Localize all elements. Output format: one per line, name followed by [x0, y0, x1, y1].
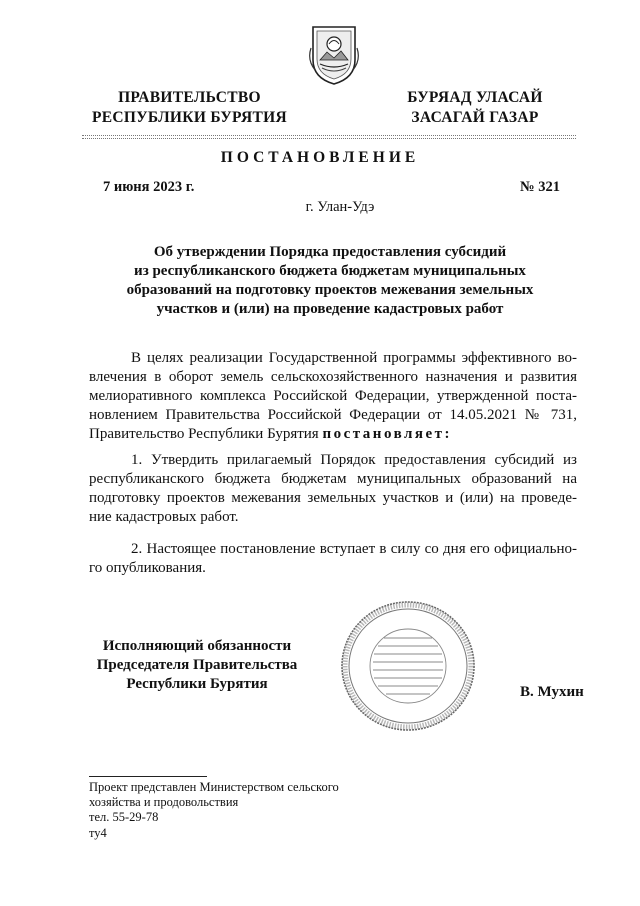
coat-of-arms-icon: [309, 24, 359, 86]
signatory-line: Председателя Правительства: [96, 657, 298, 673]
paragraph-line: 2. Настоящее постановление вступает в силу со дня его официально-: [131, 541, 577, 557]
footnote: [89, 780, 339, 825]
footnote-phone: тел. 55-29-78: [89, 810, 159, 824]
signatory-title: [62, 637, 332, 694]
signatory-line: Исполняющий обязанности: [102, 638, 292, 654]
header-divider-top: [82, 135, 576, 136]
issuer-buryat-line-2: ЗАСАГАЙ ГАЗАР: [411, 109, 539, 126]
issuer-name-russian: [82, 88, 297, 128]
paragraph-line: мелиоративного комплекса Российской Федерации, утвержденной поста-: [89, 388, 577, 404]
paragraph-line: новлением Правительства Российской Федерации от 14.05.2021 № 731,: [89, 407, 577, 423]
paragraph-line: подготовку проектов межевания земельных участков и (или) на проведе-: [89, 490, 577, 506]
resolving-body: Правительство Республики Бурятия: [89, 426, 319, 442]
footnote-line: Проект представлен Министерством сельского: [89, 780, 339, 794]
paragraph-line: ние кадастровых работ.: [89, 509, 239, 525]
subject-line: участков и (или) на проведение кадастровых работ: [156, 301, 504, 317]
signatory-name: В. Мухин: [520, 684, 584, 700]
footnote-divider: [89, 776, 207, 777]
resolves-keyword: постановляет:: [322, 426, 453, 442]
document-subject: [0, 243, 640, 319]
document-date: 7 июня 2023 г.: [103, 179, 195, 195]
paragraph-line: В целях реализации Государственной программы эффективного во-: [131, 350, 577, 366]
footnote-line: хозяйства и продовольствия: [89, 795, 239, 809]
document-code: ту4: [89, 826, 107, 840]
issuer-line-2: РЕСПУБЛИКИ БУРЯТИЯ: [91, 109, 288, 126]
paragraph-preamble: [89, 349, 577, 444]
header-divider-bottom: [82, 138, 576, 139]
paragraph-line: республиканского бюджета бюджетам муниципальных образований на: [89, 471, 577, 487]
subject-line: из республиканского бюджета бюджетам муниципальных: [134, 263, 526, 279]
paragraph-line: го опубликования.: [89, 560, 206, 576]
document-number: № 321: [520, 179, 560, 195]
issuer-name-buryat: [390, 88, 560, 128]
signatory-line: Республики Бурятия: [126, 676, 268, 692]
paragraph-line: 1. Утвердить прилагаемый Порядок предоставления субсидий из: [131, 452, 577, 468]
document-title: ПОСТАНОВЛЕНИЕ: [220, 149, 420, 166]
issuer-line-1: ПРАВИТЕЛЬСТВО: [118, 89, 261, 106]
document-city: г. Улан-Удэ: [305, 199, 375, 215]
issuer-buryat-line-1: БУРЯАД УЛАСАЙ: [407, 89, 543, 106]
subject-line: Об утверждении Порядка предоставления субсидий: [153, 244, 507, 260]
paragraph-item-2: [89, 540, 577, 578]
official-seal-stamp: [340, 600, 476, 732]
paragraph-line: влечения в оборот земель сельскохозяйственного назначения и развития: [89, 369, 577, 385]
paragraph-line: [89, 425, 577, 444]
paragraph-item-1: [89, 451, 577, 527]
subject-line: образований на подготовку проектов межевания земельных: [126, 282, 534, 298]
